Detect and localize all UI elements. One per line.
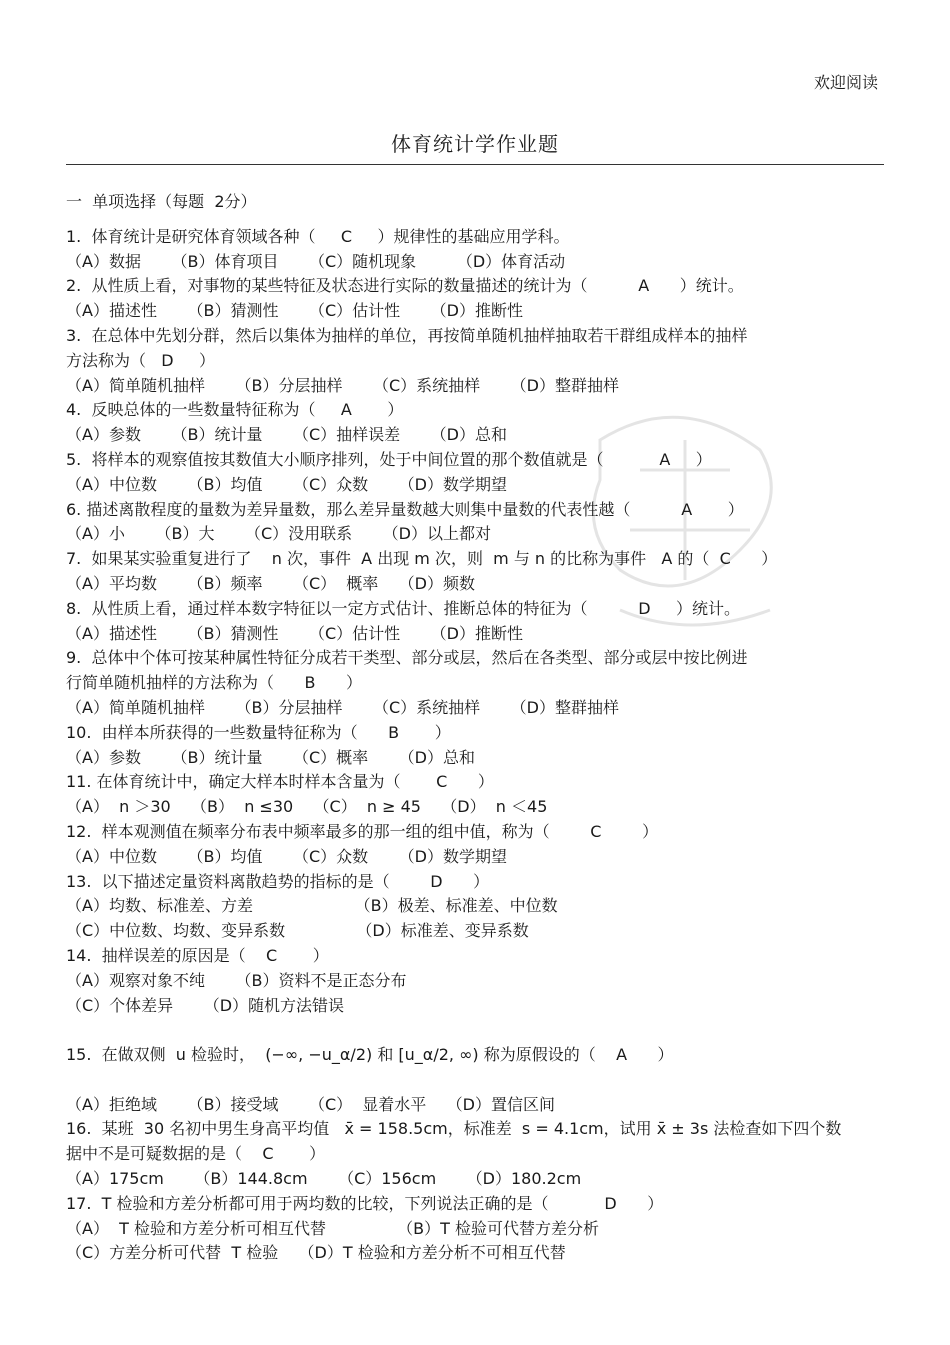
options-line: （C）中位数、均数、变异系数 （D）标准差、变异系数 (66, 921, 529, 941)
question-line: 据中不是可疑数据的是（ C ） (66, 1144, 326, 1164)
options-line: （A）中位数 （B）均值 （C）众数 （D）数学期望 (66, 474, 507, 494)
question-line: 11. 在体育统计中，确定大样本时样本含量为（ C ） (66, 772, 494, 792)
question-line: 17. T 检验和方差分析都可用于两均数的比较，下列说法正确的是（ D ） (66, 1193, 664, 1213)
options-line: （A） T 检验和方差分析可相互代替 （B）T 检验可代替方差分析 (66, 1218, 600, 1238)
question-line: 8. 从性质上看，通过样本数字特征以一定方式估计、推断总体的特征为（ D ）统计。 (66, 598, 741, 618)
options-line: （A）简单随机抽样 （B）分层抽样 （C）系统抽样 （D）整群抽样 (66, 697, 619, 717)
options-line: （A）均数、标准差、方差 （B）极差、标准差、中位数 (66, 896, 558, 916)
options-line: （A）数据 （B）体育项目 （C）随机现象 （D）体育活动 (66, 251, 566, 271)
options-line: （C）方差分析可代替 T 检验 （D）T 检验和方差分析不可相互代替 (66, 1243, 566, 1263)
question-line: 6. 描述离散程度的量数为差异量数，那么差异量数越大则集中量数的代表性越（ A ） (66, 499, 744, 519)
question-line: 12. 样本观测值在频率分布表中频率最多的那一组的组中值，称为（ C ） (66, 821, 659, 841)
question-line: 4. 反映总体的一些数量特征称为（ A ） (66, 400, 404, 420)
options-line: （A）参数 （B）统计量 （C）概率 （D）总和 (66, 747, 475, 767)
options-line: （A） n ＞30 （B） n ≤30 （C） n ≥ 45 （D） n ＜45 (66, 797, 548, 817)
options-line: （A）描述性 （B）猜测性 （C）估计性 （D）推断性 (66, 623, 523, 643)
question-line: 15. 在做双侧 u 检验时， (−∞, −u_α/2) 和 [u_α/2, ∞) 称为原假设的（ A ） (66, 1045, 674, 1065)
question-line: 3. 在总体中先划分群，然后以集体为抽样的单位，再按简单随机抽样抽取若干群组成样本的抽样 (66, 325, 748, 345)
question-line: 16. 某班 30 名初中男生身高平均值 x̄ = 158.5cm，标准差 s = 4.1cm，试用 x̄ ± 3s 法检查如下四个数 (66, 1119, 842, 1139)
page-title: 体育统计学作业题 (391, 132, 559, 156)
options-line: （A）观察对象不纯 （B）资料不是正态分布 (66, 970, 407, 990)
question-line: 1. 体育统计是研究体育领域各种（ C ）规律性的基础应用学科。 (66, 226, 570, 246)
spacer-line (66, 1018, 884, 1043)
options-line: （A）描述性 （B）猜测性 （C）估计性 （D）推断性 (66, 301, 523, 321)
options-line: （A）平均数 （B）频率 （C） 概率 （D）频数 (66, 573, 475, 593)
question-line: 行简单随机抽样的方法称为（ B ） (66, 673, 363, 693)
question-line: 14. 抽样误差的原因是（ C ） (66, 945, 329, 965)
options-line: （A）175cm （B）144.8cm （C）156cm （D）180.2cm (66, 1169, 582, 1189)
question-line: 13. 以下描述定量资料离散趋势的指标的是（ D ） (66, 871, 490, 891)
options-line: （C）个体差异 （D）随机方法错误 (66, 995, 345, 1015)
options-line: （A）参数 （B）统计量 （C）抽样误差 （D）总和 (66, 425, 507, 445)
options-line: （A）中位数 （B）均值 （C）众数 （D）数学期望 (66, 846, 507, 866)
question-line: 5. 将样本的观察值按其数值大小顺序排列，处于中间位置的那个数值就是（ A ） (66, 449, 712, 469)
question-line: 7. 如果某实验重复进行了 n 次，事件 A 出现 m 次，则 m 与 n 的比称为事件 A 的（ C ） (66, 549, 778, 569)
title-divider (66, 164, 884, 165)
question-list (66, 190, 884, 1266)
question-line: 方法称为（ D ） (66, 350, 216, 370)
question-line: 2. 从性质上看，对事物的某些特征及状态进行实际的数量描述的统计为（ A ）统计。 (66, 276, 744, 296)
question-line: 9. 总体中个体可按某种属性特征分成若干类型、部分或层，然后在各类型、部分或层中按比例进 (66, 648, 748, 668)
header-note: 欢迎阅读 (813, 73, 878, 92)
question-line: 10. 由样本所获得的一些数量特征称为（ B ） (66, 722, 451, 742)
options-line: （A）小 （B）大 （C）没用联系 （D）以上都对 (66, 524, 491, 544)
options-line: （A）拒绝域 （B）接受域 （C） 显着水平 （D）置信区间 (66, 1094, 555, 1114)
spacer-line (66, 1068, 884, 1093)
section-heading: 一 单项选择（每题 2分） (66, 192, 257, 211)
options-line: （A）简单随机抽样 （B）分层抽样 （C）系统抽样 （D）整群抽样 (66, 375, 619, 395)
